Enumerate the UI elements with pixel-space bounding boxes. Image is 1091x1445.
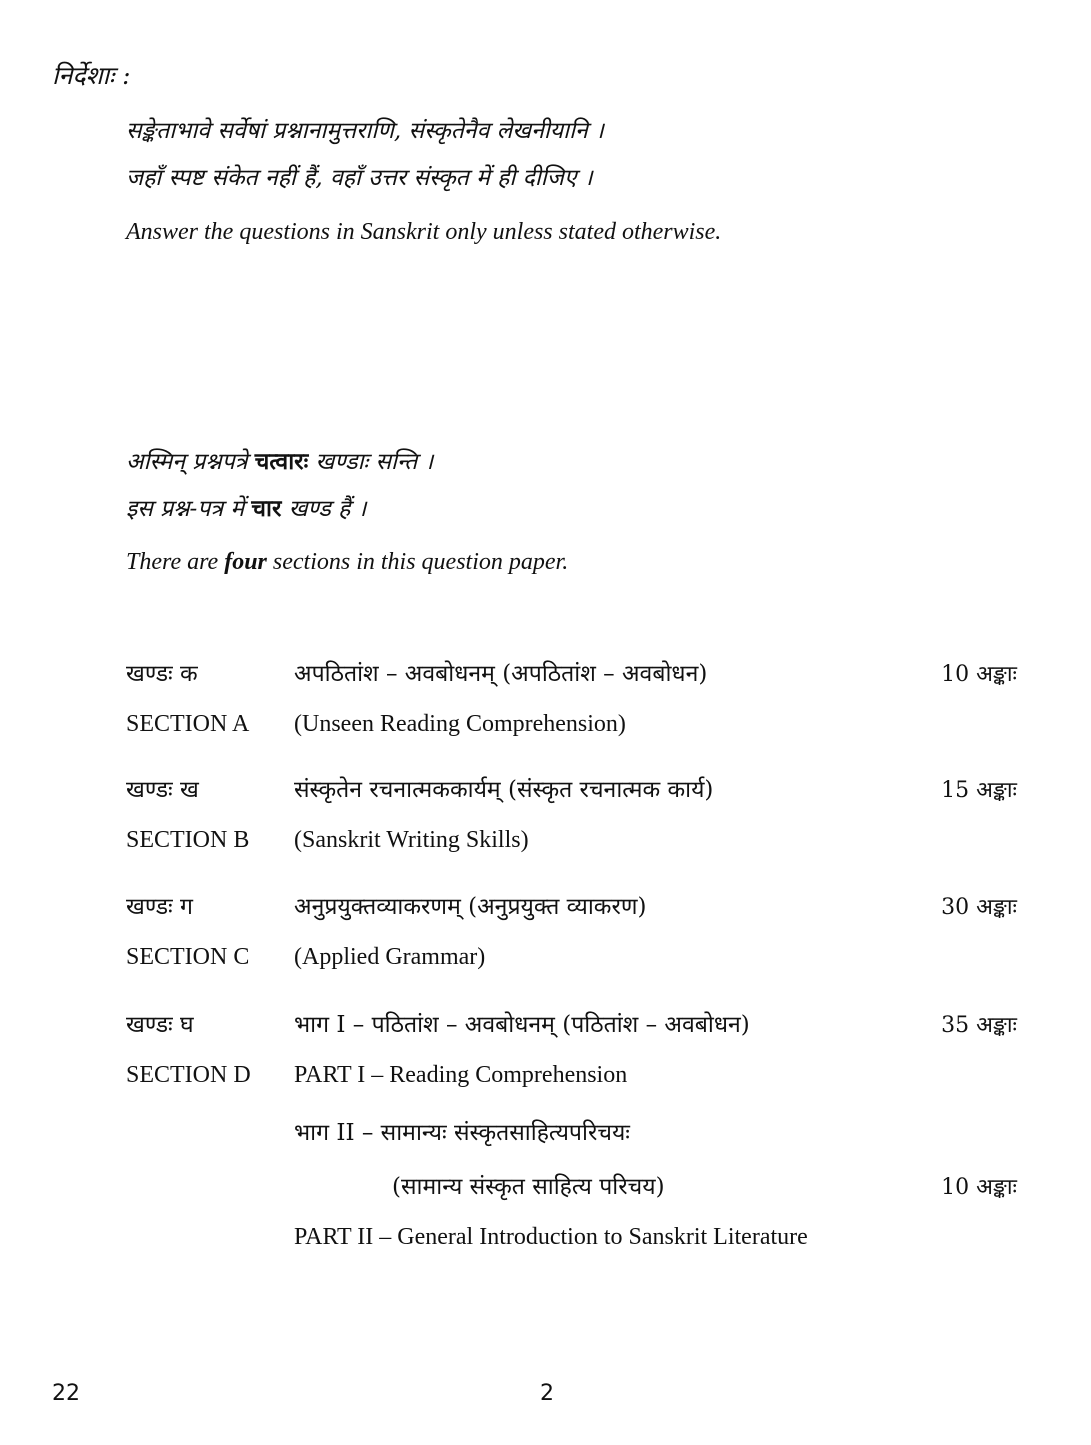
section-a-label-en: SECTION A: [126, 711, 250, 737]
section-c-label-en: SECTION C: [126, 944, 250, 970]
instruction-sanskrit: सङ्केताभावे सर्वेषां प्रश्नानामुत्तराणि, संस्कृतेनैव लेखनीयानि ।: [126, 118, 604, 144]
section-d-part2-en: PART II – General Introduction to Sanskrit Literature: [294, 1224, 808, 1250]
section-a-title-dev: अपठितांश – अवबोधनम् (अपठितांश – अवबोधन): [294, 661, 708, 687]
section-d-part2-dev: भाग II – सामान्यः संस्कृतसाहित्यपरिचयः: [294, 1120, 630, 1146]
section-b-label-en: SECTION B: [126, 827, 250, 853]
section-c-title-dev: अनुप्रयुक्तव्याकरणम् (अनुप्रयुक्त व्याकरण): [294, 894, 647, 920]
sections-note-sanskrit: अस्मिन् प्रश्नपत्रे चत्वारः खण्डाः सन्ति ।: [126, 448, 434, 475]
sections-count-hindi: चार: [251, 495, 282, 522]
instructions-heading: निर्देशाः :: [52, 61, 131, 90]
section-b-label-dev: खण्डः ख: [126, 777, 199, 803]
section-b-title-dev: संस्कृतेन रचनात्मककार्यम् (संस्कृत रचनात्मक कार्य): [294, 777, 714, 803]
instruction-hindi: जहाँ स्पष्ट संकेत नहीं हैं, वहाँ उत्तर संस्कृत में ही दीजिए ।: [126, 165, 593, 191]
section-c-marks: 30 अङ्काः: [941, 895, 1017, 920]
section-d-title-dev: भाग I – पठितांश – अवबोधनम् (पठितांश – अवबोधन): [294, 1012, 750, 1038]
sections-note-hindi: इस प्रश्न-पत्र में चार खण्ड हैं ।: [126, 495, 367, 522]
section-c-title-en: (Applied Grammar): [294, 944, 486, 970]
section-d-label-en: SECTION D: [126, 1062, 251, 1088]
instruction-english: Answer the questions in Sanskrit only unless stated otherwise.: [126, 219, 722, 245]
sections-note-english: There are four sections in this question paper.: [126, 549, 569, 575]
section-a-label-dev: खण्डः क: [126, 661, 198, 687]
page-number: 2: [540, 1381, 554, 1406]
section-a-marks: 10 अङ्काः: [941, 662, 1017, 687]
section-c-label-dev: खण्डः ग: [126, 894, 193, 920]
section-a-title-en: (Unseen Reading Comprehension): [294, 711, 626, 737]
sections-count-sanskrit: चत्वारः: [254, 448, 309, 475]
section-d-label-dev: खण्डः घ: [126, 1012, 194, 1038]
section-d-title-en: PART I – Reading Comprehension: [294, 1062, 628, 1088]
section-b-marks: 15 अङ्काः: [941, 778, 1017, 803]
section-d-marks: 35 अङ्काः: [941, 1013, 1017, 1038]
section-d-part2-dev-sub: (सामान्य संस्कृत साहित्य परिचय): [392, 1174, 665, 1200]
section-d-part2-marks: 10 अङ्काः: [941, 1175, 1017, 1200]
sections-count-english: four: [224, 549, 267, 575]
section-b-title-en: (Sanskrit Writing Skills): [294, 827, 529, 853]
paper-code: 22: [52, 1381, 80, 1406]
